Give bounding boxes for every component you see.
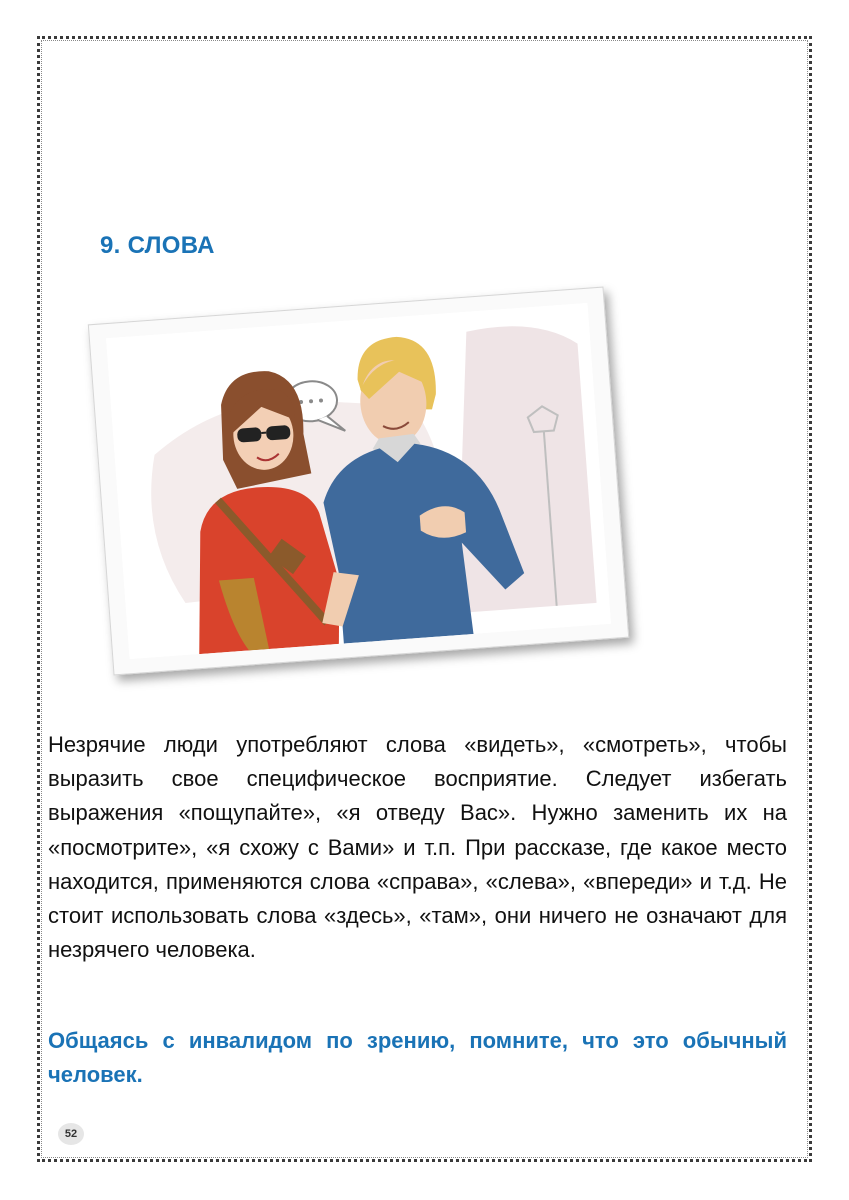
illustration-drawing <box>106 303 611 660</box>
emphasis-paragraph: Общаясь с инвалидом по зрению, помните, что это обычный человек. <box>48 1028 787 1087</box>
body-paragraph: Незрячие люди употребляют слова «видеть», «смотреть», чтобы выразить свое специфическое восприятие. Следует избегать выражения «пощупайте», «я отведу Вас». Нужно заменить их на «посмотрите», «я схожу с Вами» и т.п. При рассказе, где какое место находится, применяются слова «справа», «слева», «впереди» и т.д. Не стоит использовать слова «здесь», «там», они ничего не означают для незрячего человека. <box>48 732 787 963</box>
page-number: 52 <box>58 1123 84 1145</box>
illustration-photo <box>88 287 629 676</box>
section-heading: 9. СЛОВА <box>100 232 215 259</box>
